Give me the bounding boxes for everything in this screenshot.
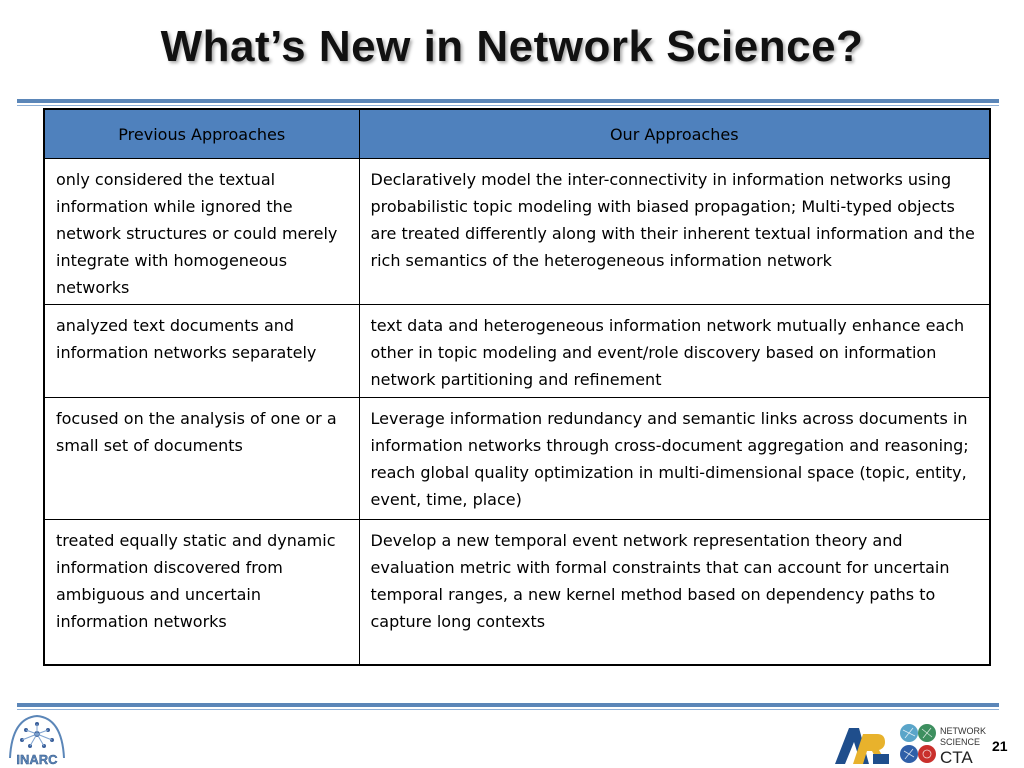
table-row	[44, 305, 990, 398]
previous-approach-cell: treated equally static and dynamic information discovered from ambiguous and uncertain information networks	[44, 520, 359, 665]
table-row	[44, 159, 990, 305]
page-number: 21	[992, 738, 1008, 754]
previous-approach-cell: focused on the analysis of one or a small set of documents	[44, 398, 359, 520]
our-approach-cell: Develop a new temporal event network representation theory and evaluation metric with formal constraints that can account for uncertain temporal ranges, a new kernel method based on dependency paths to capture long contexts	[359, 520, 990, 665]
previous-approach-cell: analyzed text documents and information networks separately	[44, 305, 359, 398]
ns-logo-line3: CTA	[940, 748, 973, 766]
ns-logo-line1: NETWORK	[940, 726, 986, 736]
table-header-row	[44, 109, 990, 159]
title-divider-thin	[17, 105, 999, 106]
table-row	[44, 520, 990, 665]
our-approach-cell: Declaratively model the inter-connectivity in information networks using probabilistic topic modeling with biased propagation; Multi-typed objects are treated differently along with their inherent textual information and the rich semantics of the heterogeneous information network	[359, 159, 990, 305]
inarc-logo	[4, 712, 70, 768]
comparison-table	[43, 108, 991, 666]
table-row	[44, 398, 990, 520]
footer-divider-thick	[17, 703, 999, 707]
ns-logo-line2: SCIENCE	[940, 737, 981, 747]
footer-divider-thin	[17, 709, 999, 710]
our-approach-cell: Leverage information redundancy and semantic links across documents in information networks through cross-document aggregation and reasoning; reach global quality optimization in multi-dimensional space (topic, entity, event, time, place)	[359, 398, 990, 520]
title-divider-thick	[17, 99, 999, 103]
previous-approach-cell: only considered the textual information while ignored the network structures or could merely integrate with homogeneous networks	[44, 159, 359, 305]
slide-title: What’s New in Network Science?	[160, 22, 864, 71]
our-approach-cell: text data and heterogeneous information network mutually enhance each other in topic modeling and event/role discovery based on information network partitioning and refinement	[359, 305, 990, 398]
header-our-approaches: Our Approaches	[359, 109, 990, 159]
header-previous-approaches: Previous Approaches	[44, 109, 359, 159]
inarc-logo-text: INARC	[16, 752, 58, 767]
network-science-cta-logo	[897, 722, 997, 766]
arl-logo-text: ARL	[862, 748, 864, 749]
arl-logo	[833, 724, 891, 766]
